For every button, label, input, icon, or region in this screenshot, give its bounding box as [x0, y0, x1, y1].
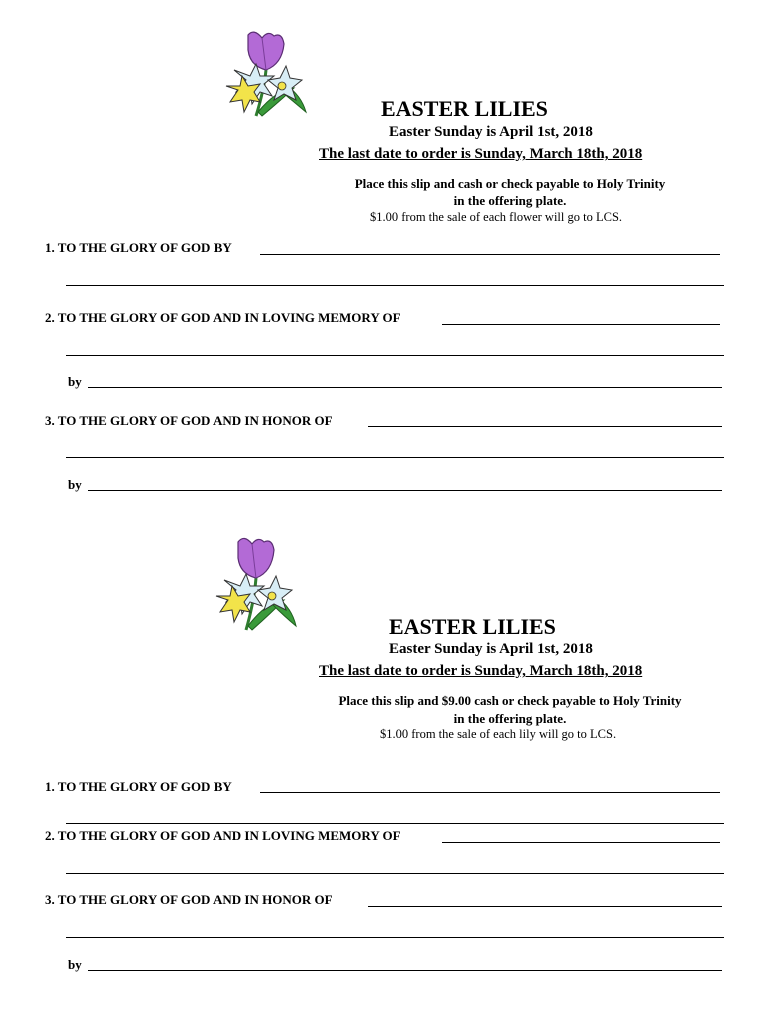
slip2-title: EASTER LILIES — [389, 614, 556, 639]
slip2-instructions-2: in the offering plate. — [453, 711, 567, 726]
flower-clipart-icon — [208, 536, 300, 632]
slip1-instructions-1: Place this slip and cash or check payable to Holy Trinity — [354, 176, 666, 191]
slip1-item2-by-field[interactable] — [88, 387, 722, 388]
slip1-item1-field[interactable] — [260, 254, 720, 255]
slip2-item1-field-2[interactable] — [66, 823, 724, 824]
slip2-item2-field[interactable] — [442, 842, 720, 843]
slip1-item2-label: 2. TO THE GLORY OF GOD AND IN LOVING MEMORY OF — [45, 310, 401, 325]
slip1-item3-field-2[interactable] — [66, 457, 724, 458]
slip1-note: $1.00 from the sale of each flower will go to LCS. — [370, 210, 623, 224]
slip1-date-line: Easter Sunday is April 1st, 2018 — [389, 124, 593, 140]
flower-clipart-icon — [216, 30, 311, 118]
slip2-item2-label: 2. TO THE GLORY OF GOD AND IN LOVING MEMORY OF — [45, 828, 401, 843]
slip1-item3-by-field[interactable] — [88, 490, 722, 491]
slip2-deadline: The last date to order is Sunday, March 18th, 2018 — [319, 663, 643, 679]
slip1-item1-label: 1. TO THE GLORY OF GOD BY — [45, 240, 232, 255]
slip1-item1-field-2[interactable] — [66, 285, 724, 286]
slip2-item3-by-field[interactable] — [88, 970, 722, 971]
slip1-title: EASTER LILIES — [381, 96, 548, 121]
slip2-item3-by-label: by — [68, 957, 82, 972]
slip1-deadline: The last date to order is Sunday, March 18th, 2018 — [319, 146, 643, 162]
slip2-item1-field[interactable] — [260, 792, 720, 793]
slip1-item3-by-label: by — [68, 477, 82, 492]
slip2-instructions-1: Place this slip and $9.00 cash or check payable to Holy Trinity — [338, 693, 682, 708]
slip1-item2-field-2[interactable] — [66, 355, 724, 356]
slip1-item2-field[interactable] — [442, 324, 720, 325]
slip2-item3-field[interactable] — [368, 906, 722, 907]
slip2-item3-field-2[interactable] — [66, 937, 724, 938]
slip1-item3-field[interactable] — [368, 426, 722, 427]
slip2-note: $1.00 from the sale of each lily will go to LCS. — [380, 727, 617, 741]
slip2-date-line: Easter Sunday is April 1st, 2018 — [389, 641, 593, 657]
slip2-item3-label: 3. TO THE GLORY OF GOD AND IN HONOR OF — [45, 892, 333, 907]
slip1-item2-by-label: by — [68, 374, 82, 389]
slip1-item3-label: 3. TO THE GLORY OF GOD AND IN HONOR OF — [45, 413, 333, 428]
slip1-instructions-2: in the offering plate. — [453, 193, 567, 208]
slip2-item1-label: 1. TO THE GLORY OF GOD BY — [45, 779, 232, 794]
slip2-item2-field-2[interactable] — [66, 873, 724, 874]
